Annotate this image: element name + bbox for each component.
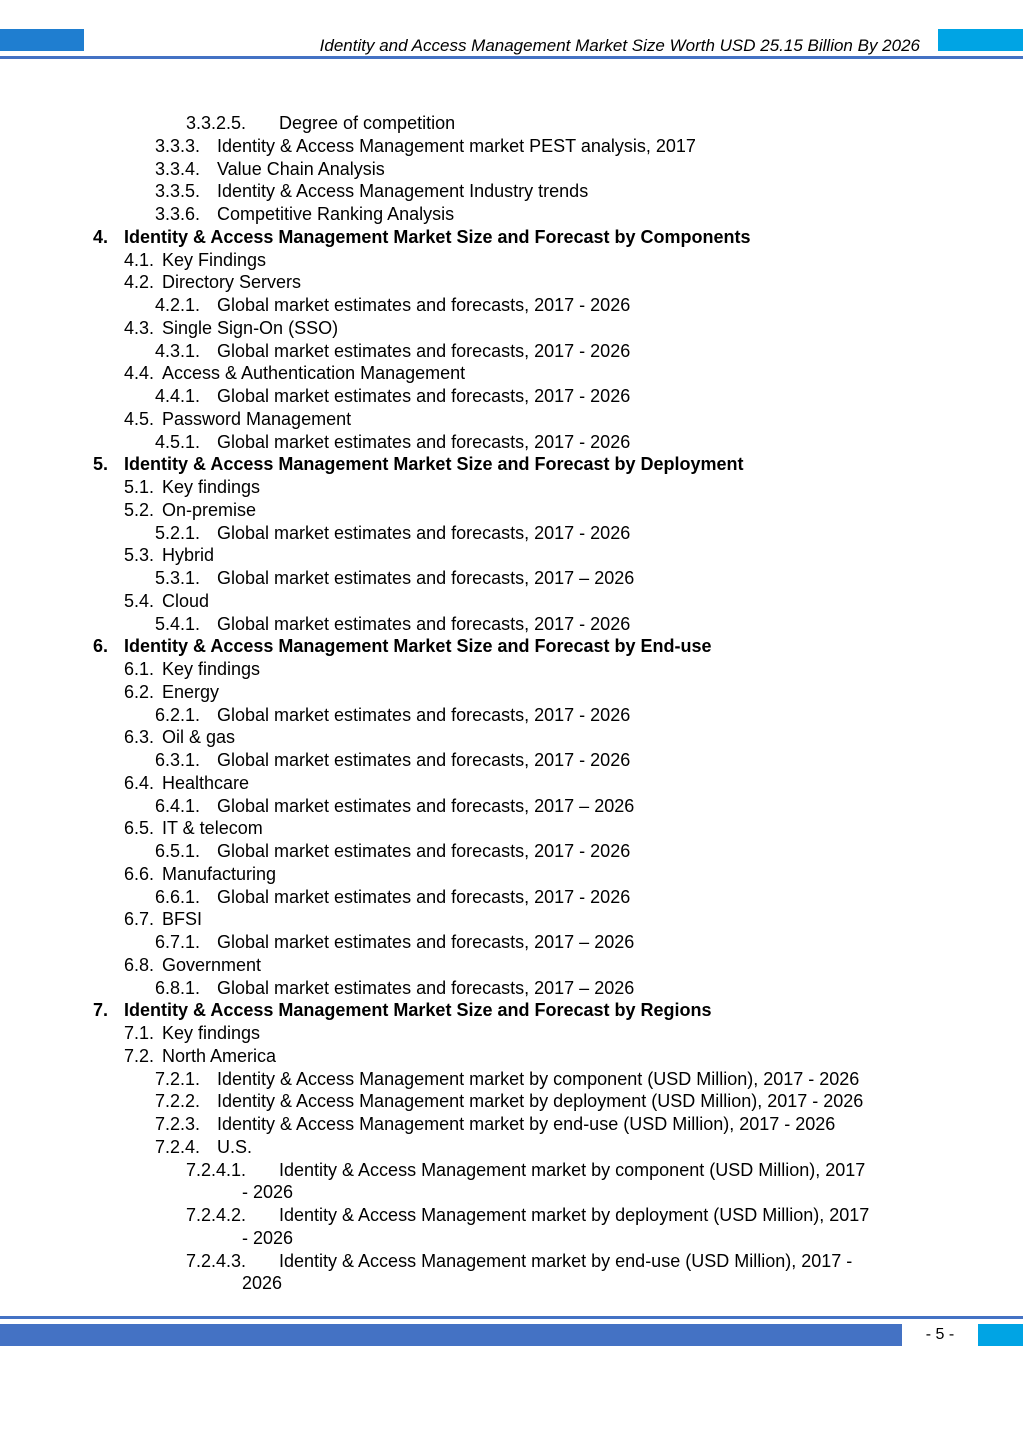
toc-entry bbox=[0, 567, 1023, 590]
toc-entry-title: Password Management bbox=[162, 408, 352, 429]
toc-entry-title: Competitive Ranking Analysis bbox=[217, 204, 455, 224]
toc-entry-number: 7.2.4.3. bbox=[186, 1250, 247, 1271]
toc-entry-continuation bbox=[0, 1227, 1023, 1250]
toc-entry-number: 3.3.2.5. bbox=[186, 113, 247, 133]
footer-right-band bbox=[978, 1324, 1023, 1346]
toc-entry bbox=[0, 658, 1023, 681]
toc-entry-title: Healthcare bbox=[162, 772, 250, 793]
toc-entry bbox=[0, 886, 1023, 909]
toc-entry-title: Identity & Access Management market by component (USD Million), 2017 bbox=[279, 1159, 866, 1180]
header-left-band bbox=[0, 29, 84, 51]
toc-entry-number: 6.2. bbox=[124, 681, 155, 702]
toc-entry-number: 5.3.1. bbox=[155, 568, 201, 588]
toc-entry-number: 6.6.1. bbox=[155, 886, 201, 907]
toc-entry-number: 3.3.3. bbox=[155, 135, 201, 156]
toc-entry-title: Identity & Access Management market by component (USD Million), 2017 - 2026 bbox=[217, 1068, 860, 1089]
toc-entry bbox=[0, 840, 1023, 863]
toc-entry-number: 7.2.3. bbox=[155, 1114, 201, 1134]
toc-entry-title: IT & telecom bbox=[162, 818, 263, 839]
toc-entry-title: Directory Servers bbox=[162, 272, 302, 293]
toc-entry-title: Global market estimates and forecasts, 2017 - 2026 bbox=[217, 522, 631, 543]
toc-entry-number: 5. bbox=[93, 454, 109, 475]
toc-entry-title: Global market estimates and forecasts, 2017 – 2026 bbox=[217, 977, 635, 998]
toc-entry bbox=[0, 249, 1023, 272]
toc-entry-title: Energy bbox=[162, 681, 220, 702]
toc-entry-title: Global market estimates and forecasts, 2017 - 2026 bbox=[217, 386, 631, 406]
toc-entry bbox=[0, 635, 1023, 658]
toc-entry bbox=[0, 1204, 1023, 1227]
toc-entry bbox=[0, 135, 1023, 158]
toc-entry-title-continued: - 2026 bbox=[242, 1227, 294, 1248]
toc-entry bbox=[0, 544, 1023, 567]
toc-entry-title-continued: 2026 bbox=[242, 1273, 283, 1294]
page-number: - 5 - bbox=[925, 1326, 955, 1343]
toc-entry-number: 6.2.1. bbox=[155, 704, 201, 725]
toc-entry-number: 4.3. bbox=[124, 317, 155, 338]
toc-entry-title: Identity & Access Management Market Size and Forecast by End-use bbox=[124, 636, 712, 657]
toc-entry-number: 7.2.4.2. bbox=[186, 1205, 247, 1225]
footer-rule bbox=[0, 1316, 1023, 1319]
toc-entry-number: 4.5.1. bbox=[155, 431, 201, 452]
toc-entry-title: Identity & Access Management market by end-use (USD Million), 2017 - bbox=[279, 1250, 853, 1271]
toc-entry-number: 6.4. bbox=[124, 772, 155, 793]
toc-entry bbox=[0, 158, 1023, 181]
toc-entry-title: Manufacturing bbox=[162, 863, 277, 884]
toc-entry bbox=[0, 977, 1023, 1000]
toc-entry-number: 7.2.4.1. bbox=[186, 1159, 247, 1180]
toc-entry-number: 5.4.1. bbox=[155, 613, 201, 634]
toc-entry-title: U.S. bbox=[217, 1136, 253, 1157]
toc-entry-number: 5.2. bbox=[124, 499, 155, 520]
toc-entry-title-continued: - 2026 bbox=[242, 1182, 294, 1203]
toc-entry-number: 7. bbox=[93, 1000, 109, 1021]
toc-entry-title: Degree of competition bbox=[279, 113, 456, 133]
toc-entry-number: 6.5. bbox=[124, 818, 155, 839]
toc-entry-title: Access & Authentication Management bbox=[162, 363, 466, 384]
toc-entry-title: Government bbox=[162, 954, 262, 975]
toc-entry bbox=[0, 1090, 1023, 1113]
toc-entry bbox=[0, 385, 1023, 408]
toc-entry bbox=[0, 180, 1023, 203]
toc-entry bbox=[0, 817, 1023, 840]
toc-entry bbox=[0, 203, 1023, 226]
footer-band bbox=[0, 1324, 902, 1346]
toc-entry bbox=[0, 908, 1023, 931]
toc-entry bbox=[0, 1136, 1023, 1159]
toc-entry bbox=[0, 476, 1023, 499]
toc-entry-title: Key findings bbox=[162, 477, 261, 497]
header-right-band bbox=[938, 29, 1023, 51]
toc-entry-number: 5.2.1. bbox=[155, 522, 201, 543]
toc-entry-number: 6. bbox=[93, 636, 109, 657]
toc-entry bbox=[0, 362, 1023, 385]
toc-entry-number: 7.2.2. bbox=[155, 1091, 201, 1112]
toc-entry-number: 7.2.4. bbox=[155, 1136, 201, 1157]
toc-entry-title: Identity & Access Management market by end-use (USD Million), 2017 - 2026 bbox=[217, 1114, 836, 1134]
toc-entry bbox=[0, 294, 1023, 317]
toc-entry bbox=[0, 1113, 1023, 1136]
toc-entry bbox=[0, 772, 1023, 795]
toc-entry-number: 5.4. bbox=[124, 590, 155, 611]
toc-entry-title: Global market estimates and forecasts, 2017 - 2026 bbox=[217, 431, 631, 452]
toc-entry-number: 4.4.1. bbox=[155, 386, 201, 406]
toc-entry bbox=[0, 1068, 1023, 1091]
toc-entry bbox=[0, 954, 1023, 977]
toc-entry bbox=[0, 522, 1023, 545]
toc-entry-title: North America bbox=[162, 1045, 277, 1066]
toc-entry bbox=[0, 863, 1023, 886]
toc-entry-number: 6.6. bbox=[124, 863, 155, 884]
toc-entry-title: Global market estimates and forecasts, 2017 - 2026 bbox=[217, 704, 631, 725]
toc-entry bbox=[0, 271, 1023, 294]
toc-entry bbox=[0, 726, 1023, 749]
toc-entry-title: Global market estimates and forecasts, 2017 - 2026 bbox=[217, 340, 631, 361]
toc-entry-title: Global market estimates and forecasts, 2017 – 2026 bbox=[217, 795, 635, 816]
toc-entry-title: Global market estimates and forecasts, 2017 - 2026 bbox=[217, 841, 631, 861]
toc-entry bbox=[0, 1159, 1023, 1182]
toc-entry-number: 7.2.1. bbox=[155, 1068, 201, 1089]
toc-entry-number: 3.3.6. bbox=[155, 204, 201, 224]
toc-entry-number: 4.3.1. bbox=[155, 340, 201, 361]
toc-entry-number: 7.1. bbox=[124, 1023, 155, 1043]
toc-entry bbox=[0, 795, 1023, 818]
toc-entry-title: Global market estimates and forecasts, 2017 - 2026 bbox=[217, 613, 631, 634]
toc-entry-title: Identity & Access Management Industry trends bbox=[217, 181, 589, 202]
toc-entry-title: Oil & gas bbox=[162, 727, 236, 748]
toc-entry-number: 6.8. bbox=[124, 954, 155, 975]
toc-entry-title: Identity & Access Management Market Size and Forecast by Regions bbox=[124, 1000, 712, 1021]
toc-entry-number: 5.1. bbox=[124, 477, 155, 497]
toc-entry-title: Identity & Access Management Market Size and Forecast by Components bbox=[124, 226, 751, 247]
toc-entry bbox=[0, 1250, 1023, 1273]
toc-entry-number: 4.1. bbox=[124, 249, 155, 270]
toc-entry-title: On-premise bbox=[162, 499, 257, 520]
toc-entry-title: Global market estimates and forecasts, 2017 – 2026 bbox=[217, 932, 635, 952]
toc-entry-number: 4.2. bbox=[124, 272, 155, 293]
toc-entry-number: 6.3. bbox=[124, 727, 155, 748]
toc-entry bbox=[0, 1045, 1023, 1068]
toc-entry bbox=[0, 1022, 1023, 1045]
toc-entry-number: 4.4. bbox=[124, 363, 155, 384]
toc-entry bbox=[0, 226, 1023, 249]
toc-entry bbox=[0, 704, 1023, 727]
toc-entry-title: Key findings bbox=[162, 659, 261, 679]
toc-entry-title: Single Sign-On (SSO) bbox=[162, 317, 339, 338]
toc-entry-title: Global market estimates and forecasts, 2017 - 2026 bbox=[217, 886, 631, 907]
toc-entry bbox=[0, 681, 1023, 704]
table-of-contents bbox=[0, 112, 1023, 1295]
toc-entry-title: Hybrid bbox=[162, 545, 215, 566]
toc-entry-number: 6.8.1. bbox=[155, 977, 201, 998]
toc-entry-title: Identity & Access Management market by deployment (USD Million), 2017 bbox=[279, 1205, 870, 1225]
toc-entry bbox=[0, 749, 1023, 772]
toc-entry-title: Identity & Access Management market PEST analysis, 2017 bbox=[217, 135, 696, 156]
toc-entry-continuation bbox=[0, 1272, 1023, 1295]
toc-entry bbox=[0, 499, 1023, 522]
toc-entry-title: Key findings bbox=[162, 1023, 261, 1043]
toc-entry-number: 4.2.1. bbox=[155, 295, 201, 315]
toc-entry-number: 4. bbox=[93, 226, 109, 247]
toc-entry-title: Global market estimates and forecasts, 2017 – 2026 bbox=[217, 568, 635, 588]
header-rule bbox=[0, 56, 1023, 59]
toc-entry bbox=[0, 317, 1023, 340]
toc-entry-title: Key Findings bbox=[162, 249, 267, 270]
toc-entry bbox=[0, 431, 1023, 454]
toc-entry bbox=[0, 613, 1023, 636]
toc-entry-number: 6.1. bbox=[124, 659, 155, 679]
toc-entry-number: 5.3. bbox=[124, 545, 155, 566]
toc-entry bbox=[0, 931, 1023, 954]
toc-entry-number: 6.7.1. bbox=[155, 932, 201, 952]
toc-entry-title: Global market estimates and forecasts, 2017 - 2026 bbox=[217, 750, 631, 770]
toc-entry-number: 4.5. bbox=[124, 408, 155, 429]
toc-entry-number: 6.7. bbox=[124, 909, 155, 930]
toc-entry bbox=[0, 453, 1023, 476]
toc-entry-number: 6.4.1. bbox=[155, 795, 201, 816]
toc-entry bbox=[0, 112, 1023, 135]
toc-entry-title: Identity & Access Management market by deployment (USD Million), 2017 - 2026 bbox=[217, 1091, 864, 1112]
toc-entry-title: Identity & Access Management Market Size and Forecast by Deployment bbox=[124, 454, 744, 475]
toc-entry bbox=[0, 590, 1023, 613]
toc-entry-number: 6.3.1. bbox=[155, 750, 201, 770]
toc-entry-number: 3.3.5. bbox=[155, 181, 201, 202]
toc-entry-number: 7.2. bbox=[124, 1045, 155, 1066]
toc-entry-number: 3.3.4. bbox=[155, 158, 201, 179]
toc-entry bbox=[0, 408, 1023, 431]
toc-entry-title: BFSI bbox=[162, 909, 203, 930]
toc-entry-title: Global market estimates and forecasts, 2017 - 2026 bbox=[217, 295, 631, 315]
toc-entry-continuation bbox=[0, 1181, 1023, 1204]
toc-entry-title: Value Chain Analysis bbox=[217, 158, 385, 179]
toc-entry-number: 6.5.1. bbox=[155, 841, 201, 861]
toc-entry-title: Cloud bbox=[162, 590, 210, 611]
header-title: Identity and Access Management Market Size Worth USD 25.15 Billion By 2026 bbox=[319, 36, 920, 55]
toc-entry bbox=[0, 999, 1023, 1022]
toc-entry bbox=[0, 340, 1023, 363]
